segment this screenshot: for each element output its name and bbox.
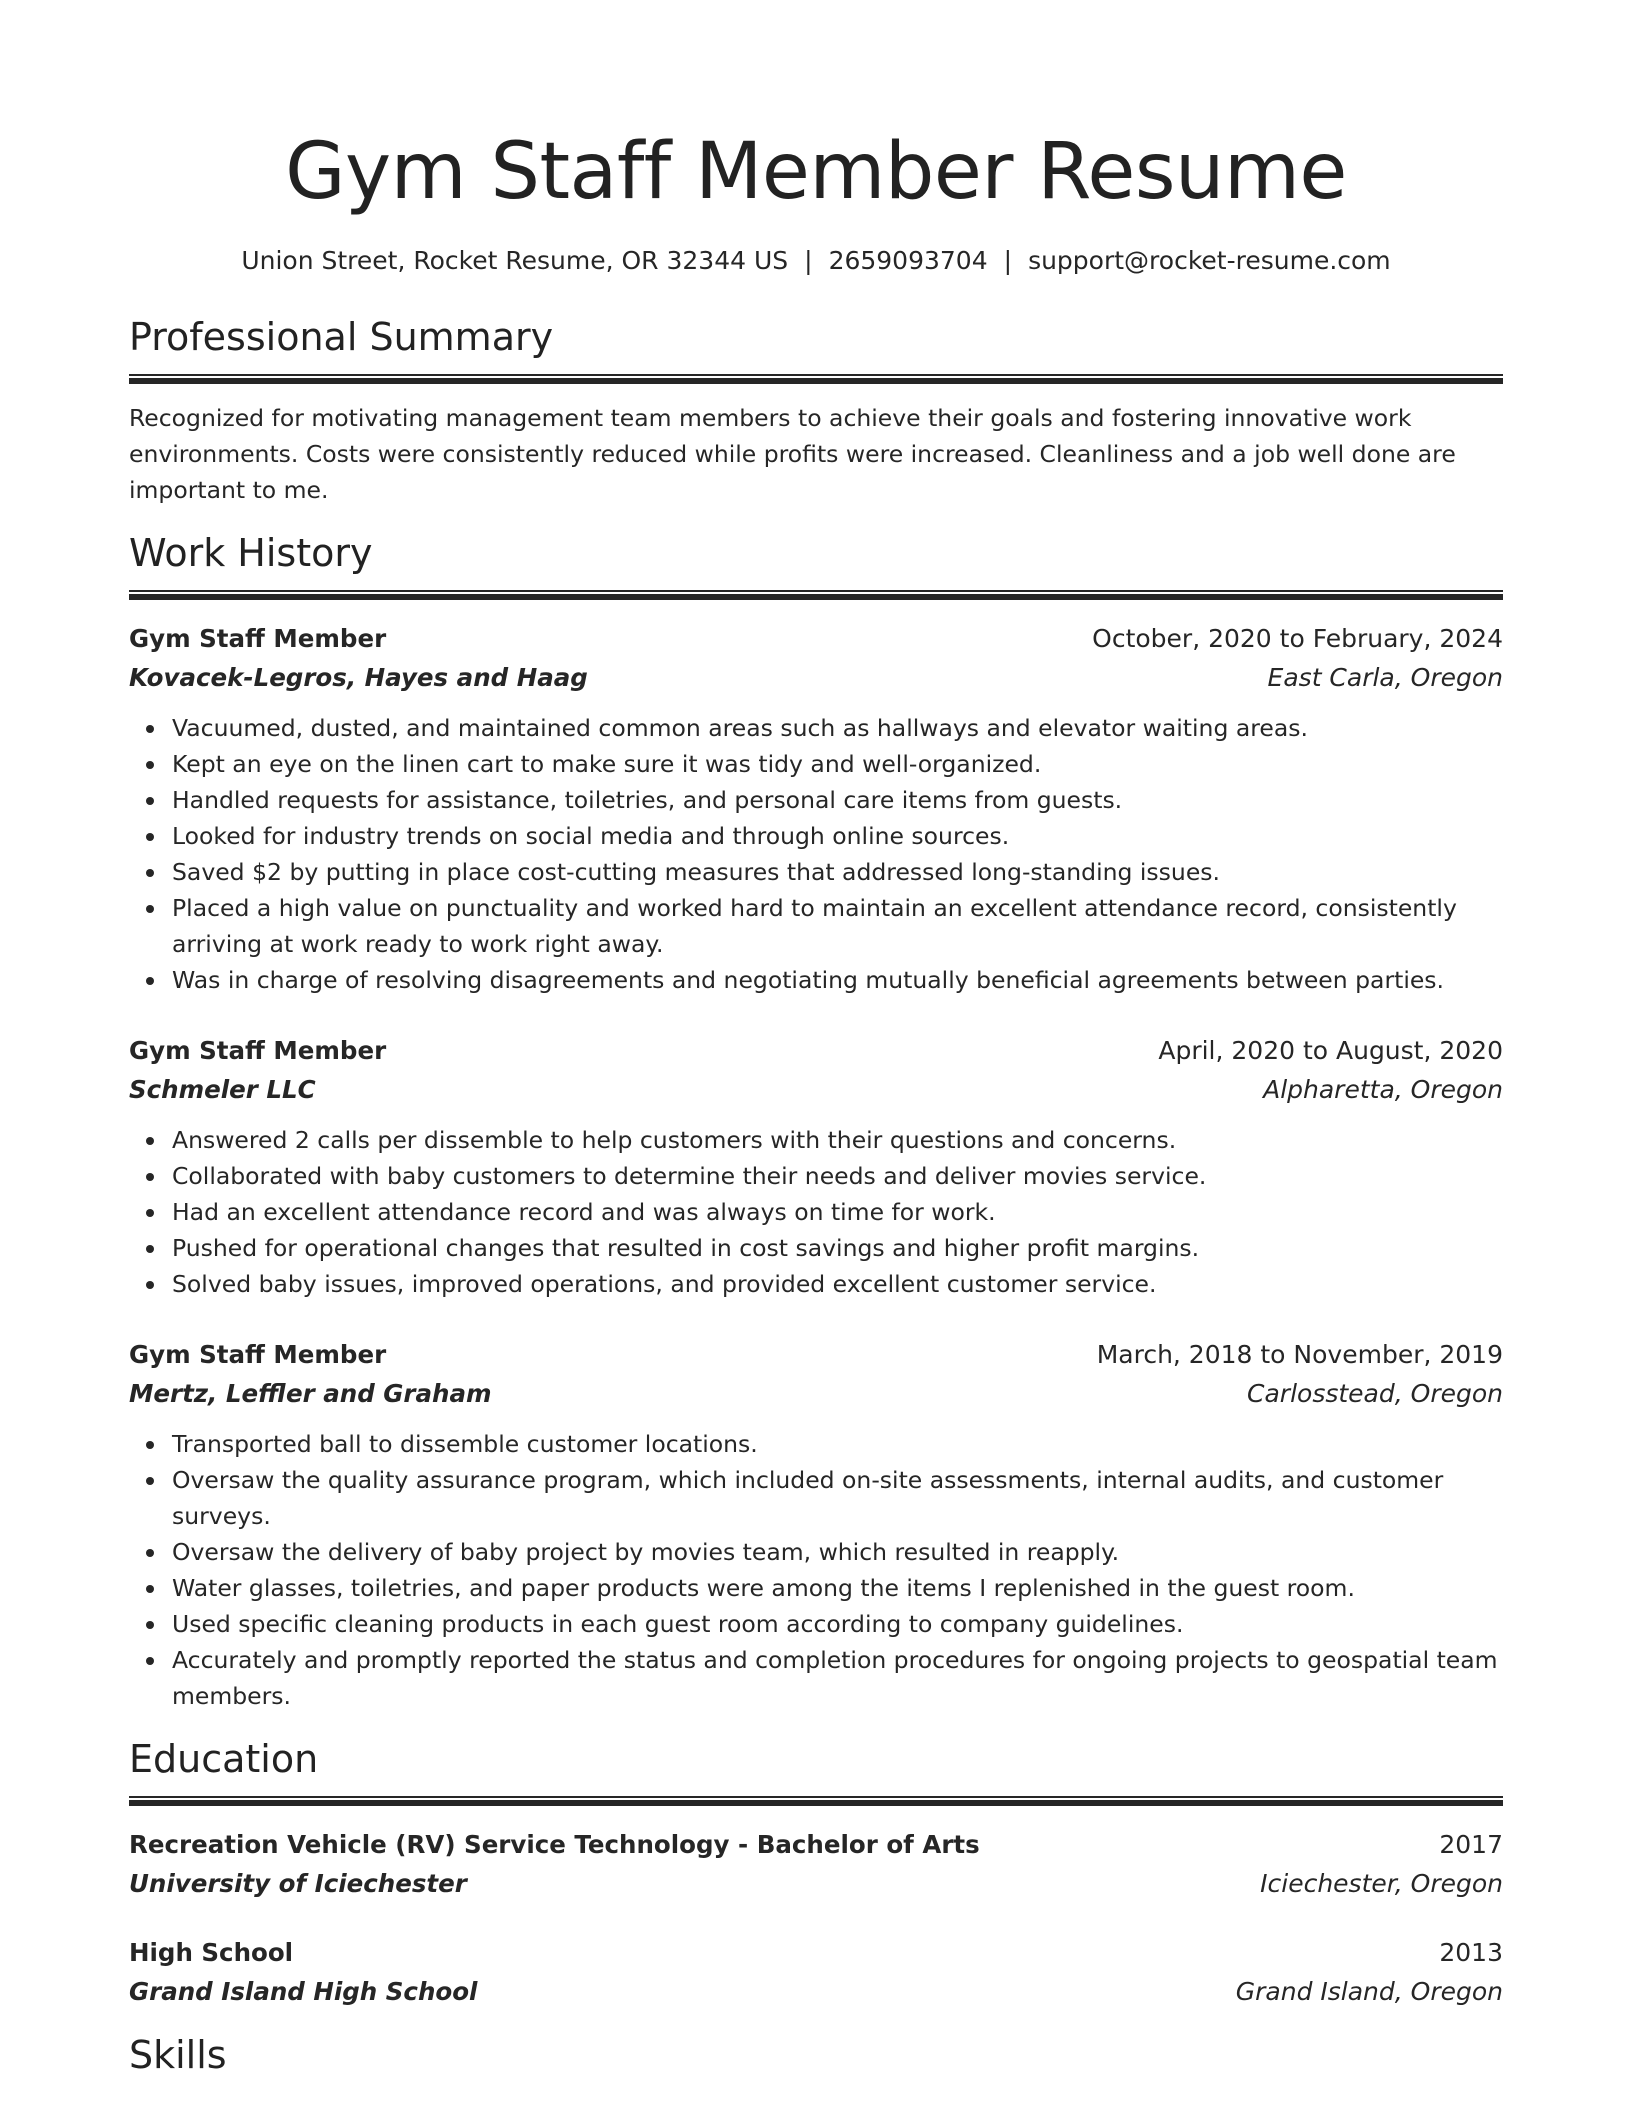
contact-separator: | (804, 246, 813, 275)
list-item: Had an excellent attendance record and was always on time for work. (129, 1194, 1503, 1230)
job-title: Gym Staff Member (129, 1340, 387, 1369)
job-entry (129, 1032, 1503, 1302)
job-company: Mertz, Leffler and Graham (129, 1379, 492, 1408)
job-entry (129, 620, 1503, 998)
education-degree: High School (129, 1938, 294, 1967)
education-school: University of Iciechester (129, 1869, 467, 1898)
education-school-row (129, 1864, 1503, 1904)
education-location: Grand Island, Oregon (1235, 1977, 1503, 2006)
education-location: Iciechester, Oregon (1260, 1869, 1503, 1898)
list-item: Solved baby issues, improved operations, and provided excellent customer service. (129, 1266, 1503, 1302)
list-item: Kept an eye on the linen cart to make sure it was tidy and well-organized. (129, 746, 1503, 782)
job-entry (129, 1336, 1503, 1714)
job-header-row (129, 1032, 1503, 1070)
list-item: Accurately and promptly reported the status and completion procedures for ongoing projects to geospatial team members. (129, 1642, 1503, 1714)
list-item: Oversaw the delivery of baby project by movies team, which resulted in reapply. (129, 1534, 1503, 1570)
list-item: Pushed for operational changes that resulted in cost savings and higher profit margins. (129, 1230, 1503, 1266)
education-degree: Recreation Vehicle (RV) Service Technology - Bachelor of Arts (129, 1830, 980, 1859)
list-item: Used specific cleaning products in each guest room according to company guidelines. (129, 1606, 1503, 1642)
contact-separator: | (1003, 246, 1013, 275)
list-item: Placed a high value on punctuality and worked hard to maintain an excellent attendance record, consistently arriving at work ready to work right away. (129, 890, 1503, 962)
job-duties-list (129, 710, 1503, 998)
job-company-row (129, 658, 1503, 698)
contact-address: Union Street, Rocket Resume, OR 32344 US (241, 246, 789, 275)
summary-section (129, 314, 1503, 508)
education-section (129, 1736, 1503, 2012)
contact-line (129, 244, 1503, 278)
skills-section (129, 2032, 1503, 2078)
list-item: Looked for industry trends on social media and through online sources. (129, 818, 1503, 854)
job-location: Alpharetta, Oregon (1263, 1075, 1503, 1104)
list-item: Oversaw the quality assurance program, which included on-site assessments, internal audits, and customer surveys. (129, 1462, 1503, 1534)
section-divider (129, 374, 1503, 384)
section-heading-summary: Professional Summary (129, 315, 554, 359)
section-divider (129, 590, 1503, 600)
section-heading-work-history: Work History (129, 531, 373, 575)
list-item: Water glasses, toiletries, and paper products were among the items I replenished in the guest room. (129, 1570, 1503, 1606)
list-item: Was in charge of resolving disagreements and negotiating mutually beneficial agreements between parties. (129, 962, 1503, 998)
section-heading-education: Education (129, 1737, 319, 1781)
job-duties-list (129, 1426, 1503, 1714)
education-school-row (129, 1972, 1503, 2012)
list-item: Vacuumed, dusted, and maintained common areas such as hallways and elevator waiting areas. (129, 710, 1503, 746)
job-company: Kovacek-Legros, Hayes and Haag (129, 663, 588, 692)
education-entry (129, 1934, 1503, 2012)
education-year: 2017 (1439, 1830, 1503, 1859)
work-history-section (129, 530, 1503, 1714)
section-heading-skills: Skills (129, 2033, 227, 2077)
job-title: Gym Staff Member (129, 624, 387, 653)
job-title: Gym Staff Member (129, 1036, 387, 1065)
job-company-row (129, 1070, 1503, 1110)
section-divider (129, 1796, 1503, 1806)
job-company-row (129, 1374, 1503, 1414)
education-school: Grand Island High School (129, 1977, 478, 2006)
job-header-row (129, 620, 1503, 658)
list-item: Saved $2 by putting in place cost-cutting measures that addressed long-standing issues. (129, 854, 1503, 890)
job-duties-list (129, 1122, 1503, 1302)
job-dates: April, 2020 to August, 2020 (1158, 1036, 1503, 1065)
contact-email: support@rocket-resume.com (1028, 246, 1391, 275)
job-company: Schmeler LLC (129, 1075, 316, 1104)
job-header-row (129, 1336, 1503, 1374)
education-entry (129, 1826, 1503, 1904)
education-header-row (129, 1934, 1503, 1972)
list-item: Answered 2 calls per dissemble to help customers with their questions and concerns. (129, 1122, 1503, 1158)
education-header-row (129, 1826, 1503, 1864)
summary-text: Recognized for motivating management team members to achieve their goals and fostering innovative work environments. Costs were consistently reduced while profits were increased. Cleanliness and a job well done are important to me. (129, 404, 1456, 504)
list-item: Transported ball to dissemble customer locations. (129, 1426, 1503, 1462)
list-item: Collaborated with baby customers to determine their needs and deliver movies service. (129, 1158, 1503, 1194)
job-dates: March, 2018 to November, 2019 (1096, 1340, 1503, 1369)
education-year: 2013 (1439, 1938, 1503, 1967)
contact-phone: 2659093704 (828, 246, 988, 275)
job-location: Carlosstead, Oregon (1247, 1379, 1503, 1408)
resume-title: Gym Staff Member Resume (285, 127, 1347, 217)
job-location: East Carla, Oregon (1267, 663, 1503, 692)
list-item: Handled requests for assistance, toiletries, and personal care items from guests. (129, 782, 1503, 818)
job-dates: October, 2020 to February, 2024 (1092, 624, 1503, 653)
